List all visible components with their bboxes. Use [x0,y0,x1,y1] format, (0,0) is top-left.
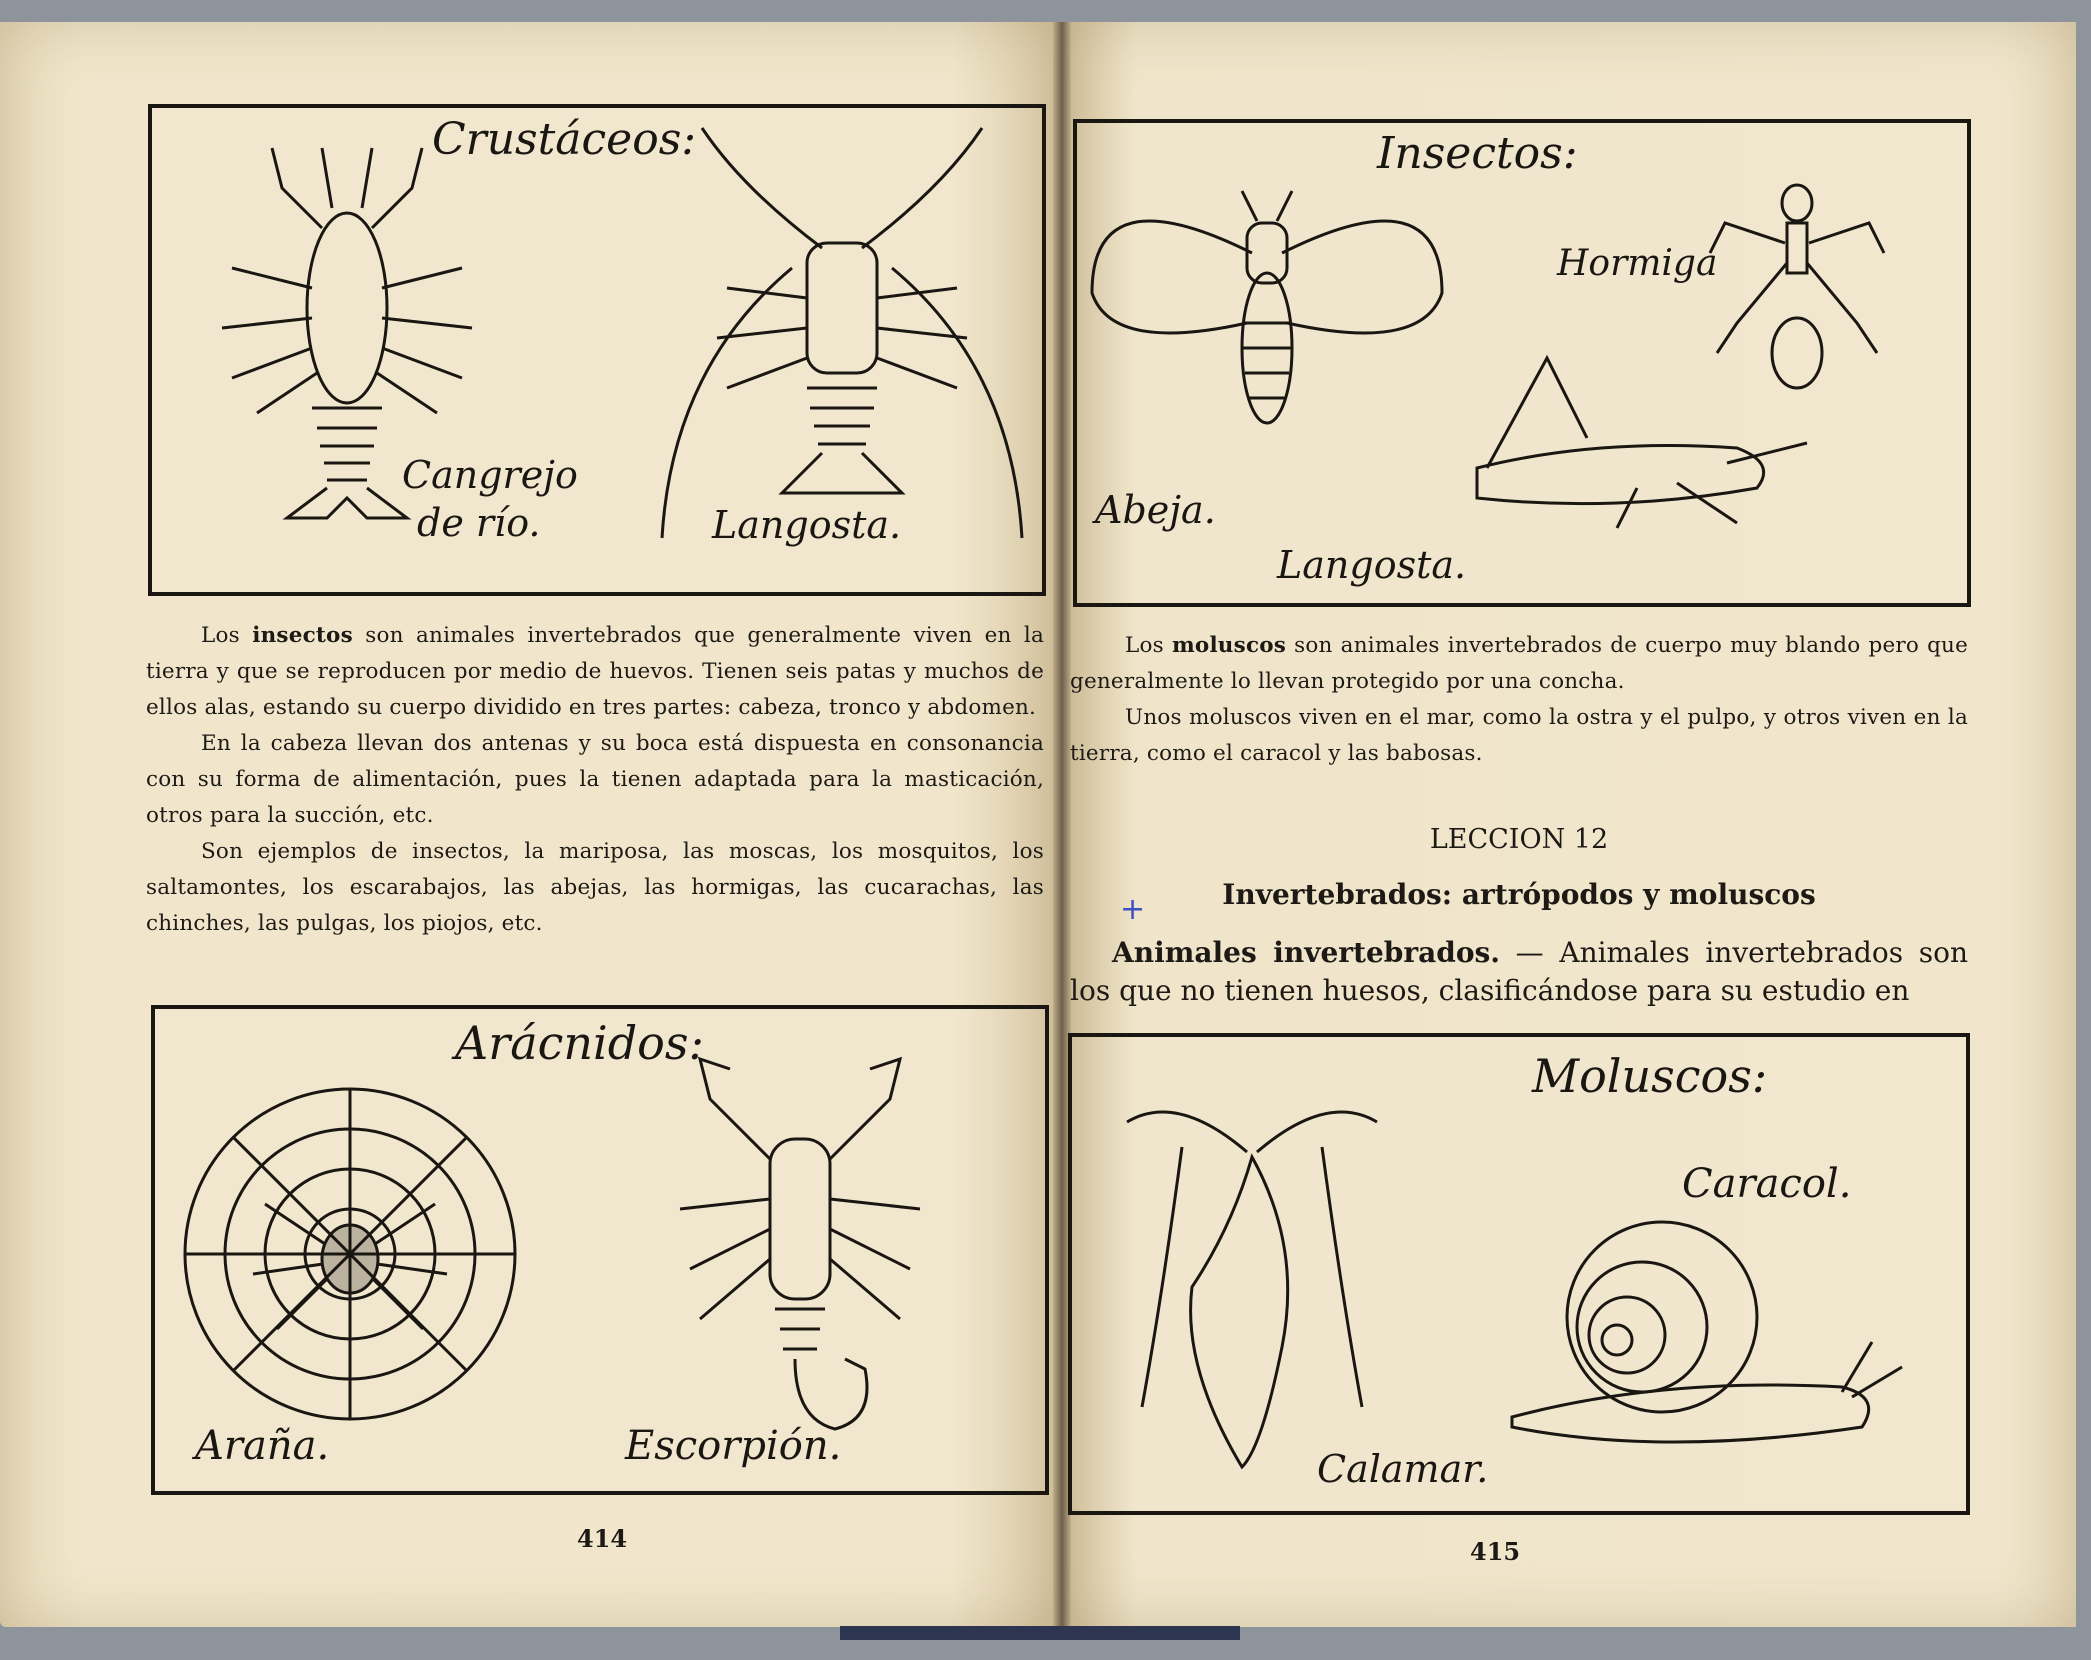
molluscs-title: Moluscos: [1532,1049,1768,1103]
molluscs-paragraph-1 [1070,628,1968,700]
lead-paragraph [1070,934,1968,1010]
insects-title: Insectos: [1377,128,1578,179]
arachnids-illustration [155,1009,1045,1491]
insects-paragraph-1 [146,618,1044,726]
label-bee: Abeja. [1095,488,1216,532]
text-span: son animales invertebrados de cuerpo muy blando pero que generalmente lo llevan protegido por una concha. [1070,633,1969,694]
insects-illustration [1077,123,1967,603]
label-snail: Caracol. [1682,1161,1852,1207]
text-span: son animales invertebrados que generalmente viven en la tierra y que se reproducen por medio de huevos. Tienen seis patas y muchos de ellos alas, estando su cuerpo dividido en tres partes: cabeza, tronco y abdomen. [146,623,1045,720]
label-lobster: Langosta. [712,503,902,547]
label-crayfish-line2: de río. [417,501,541,545]
insects-paragraph-3: Son ejemplos de insectos, la mariposa, las moscas, los mosquitos, los saltamontes, los escarabajos, las abejas, las hormigas, las cucarachas, las chinches, las pulgas, los piojos, etc. [146,839,1044,936]
spider-web-drawing [185,1089,515,1419]
page-number-right: 415 [1470,1537,1521,1566]
text-span: Los [201,623,253,648]
arachnids-title: Arácnidos: [455,1016,704,1070]
label-scorpion: Escorpión. [625,1423,842,1469]
figure-insects [1073,119,1971,607]
crustaceans-title: Crustáceos: [432,114,697,165]
figure-molluscs [1068,1033,1970,1515]
label-spider: Araña. [195,1423,330,1469]
lobster-drawing [662,128,1022,538]
scorpion-drawing [680,1059,920,1429]
figure-crustaceans [148,104,1046,596]
lead-paragraph-text [1070,934,1968,1010]
pen-mark: + [1120,892,1146,927]
term-moluscos: moluscos [1171,633,1287,658]
snail-drawing [1512,1222,1902,1442]
molluscs-paragraph-2: Unos moluscos viven en el mar, como la ostra y el pulpo, y otros viven en la tierra, como el caracol y las babosas. [1070,705,1968,766]
page-number-left: 414 [577,1524,628,1553]
book-cover-edge [840,1626,1240,1640]
molluscs-paragraph [1070,628,1968,772]
label-ant: Hormiga [1557,243,1718,284]
label-squid: Calamar. [1317,1447,1489,1491]
insects-paragraph-2: En la cabeza llevan dos antenas y su boca está dispuesta en consonancia con su forma de alimentación, pues la tienen adaptada para la masticación, otros para la succión, etc. [146,731,1044,828]
locust-drawing [1477,358,1807,528]
squid-drawing [1127,1112,1377,1467]
text-span: Los [1125,633,1172,658]
text-span: — [1500,936,1560,969]
text-span: Animales invertebrados son los que no tienen huesos, clasificándose para su estudio en [1070,936,1968,1007]
crustaceans-illustration [152,108,1042,592]
label-crayfish-line1: Cangrejo [402,453,578,497]
insects-paragraph [146,618,1044,942]
molluscs-illustration [1072,1037,1966,1511]
term-insectos: insectos [252,623,353,648]
lesson-title: Invertebrados: artrópodos y moluscos [1222,878,1816,911]
lesson-number: LECCION 12 [1429,824,1609,855]
term-animales-invertebrados: Animales invertebrados. [1112,936,1501,969]
bee-drawing [1092,191,1442,423]
figure-arachnids [151,1005,1049,1495]
ant-drawing [1710,185,1884,388]
label-locust: Langosta. [1277,543,1467,587]
